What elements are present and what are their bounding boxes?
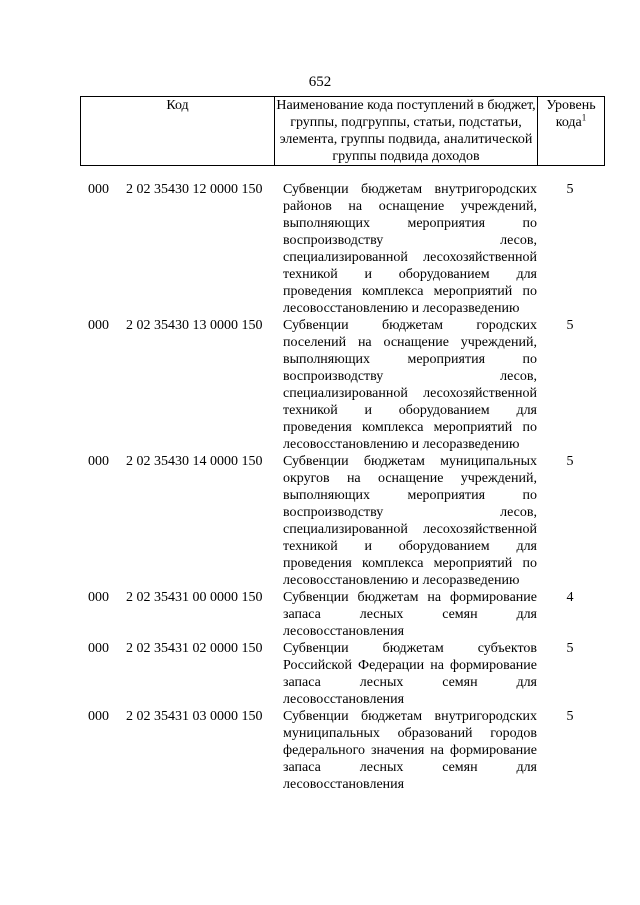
row-prefix: 000	[88, 318, 109, 333]
table-row	[80, 640, 603, 708]
header-code: Код	[81, 97, 275, 166]
row-code: 2 02 35431 00 0000 150	[126, 590, 263, 605]
row-prefix: 000	[88, 454, 109, 469]
row-code: 2 02 35430 14 0000 150	[126, 454, 263, 469]
row-level: 5	[566, 182, 574, 197]
table-row	[80, 181, 603, 317]
row-code: 2 02 35430 13 0000 150	[126, 318, 263, 333]
header-level-label: Уровень кода	[546, 98, 596, 130]
row-name: Субвенции бюджетам субъектов Российской Федерации на формирование запаса лесных семян для лесовосстановления	[283, 641, 537, 707]
row-name: Субвенции бюджетам внутригородских районов на оснащение учреждений, выполняющих мероприятия по воспроизводству лесов, специализированной лесохозяйственной техникой и оборудованием для проведения комплекса мероприятий по лесовосстановлению и лесоразведению	[283, 182, 537, 316]
row-name: Субвенции бюджетам на формирование запаса лесных семян для лесовосстановления	[283, 590, 537, 639]
row-code: 2 02 35431 02 0000 150	[126, 641, 263, 656]
row-prefix: 000	[88, 709, 109, 724]
footnote-marker: 1	[581, 112, 587, 123]
row-name: Субвенции бюджетам муниципальных округов на оснащение учреждений, выполняющих мероприятия по воспроизводству лесов, специализированной лесохозяйственной техникой и оборудованием для проведения комплекса мероприятий по лесовосстановлению и лесоразведению	[283, 454, 537, 588]
row-level: 5	[566, 318, 574, 333]
row-level: 4	[566, 590, 574, 605]
row-level: 5	[566, 454, 574, 469]
table-row	[80, 317, 603, 453]
table-body	[80, 181, 603, 793]
row-name: Субвенции бюджетам внутригородских муниципальных образований городов федерального значения на формирование запаса лесных семян для лесовосстановления	[283, 709, 537, 792]
row-code: 2 02 35430 12 0000 150	[126, 182, 263, 197]
table-row	[80, 589, 603, 640]
table-header	[80, 96, 605, 166]
page-number: 652	[308, 74, 332, 90]
row-level: 5	[566, 641, 574, 656]
header-level	[538, 97, 605, 166]
row-prefix: 000	[88, 590, 109, 605]
row-name: Субвенции бюджетам городских поселений на оснащение учреждений, выполняющих мероприятия по воспроизводству лесов, специализированной лесохозяйственной техникой и оборудованием для проведения комплекса мероприятий по лесовосстановлению и лесоразведению	[283, 318, 537, 452]
table-row	[80, 453, 603, 589]
row-prefix: 000	[88, 641, 109, 656]
row-prefix: 000	[88, 182, 109, 197]
header-name: Наименование кода поступлений в бюджет, группы, подгруппы, статьи, подстатьи, элемента, группы подвида, аналитической группы подвида доходов	[276, 98, 536, 164]
table-row	[80, 708, 603, 793]
row-level: 5	[566, 709, 574, 724]
row-code: 2 02 35431 03 0000 150	[126, 709, 263, 724]
